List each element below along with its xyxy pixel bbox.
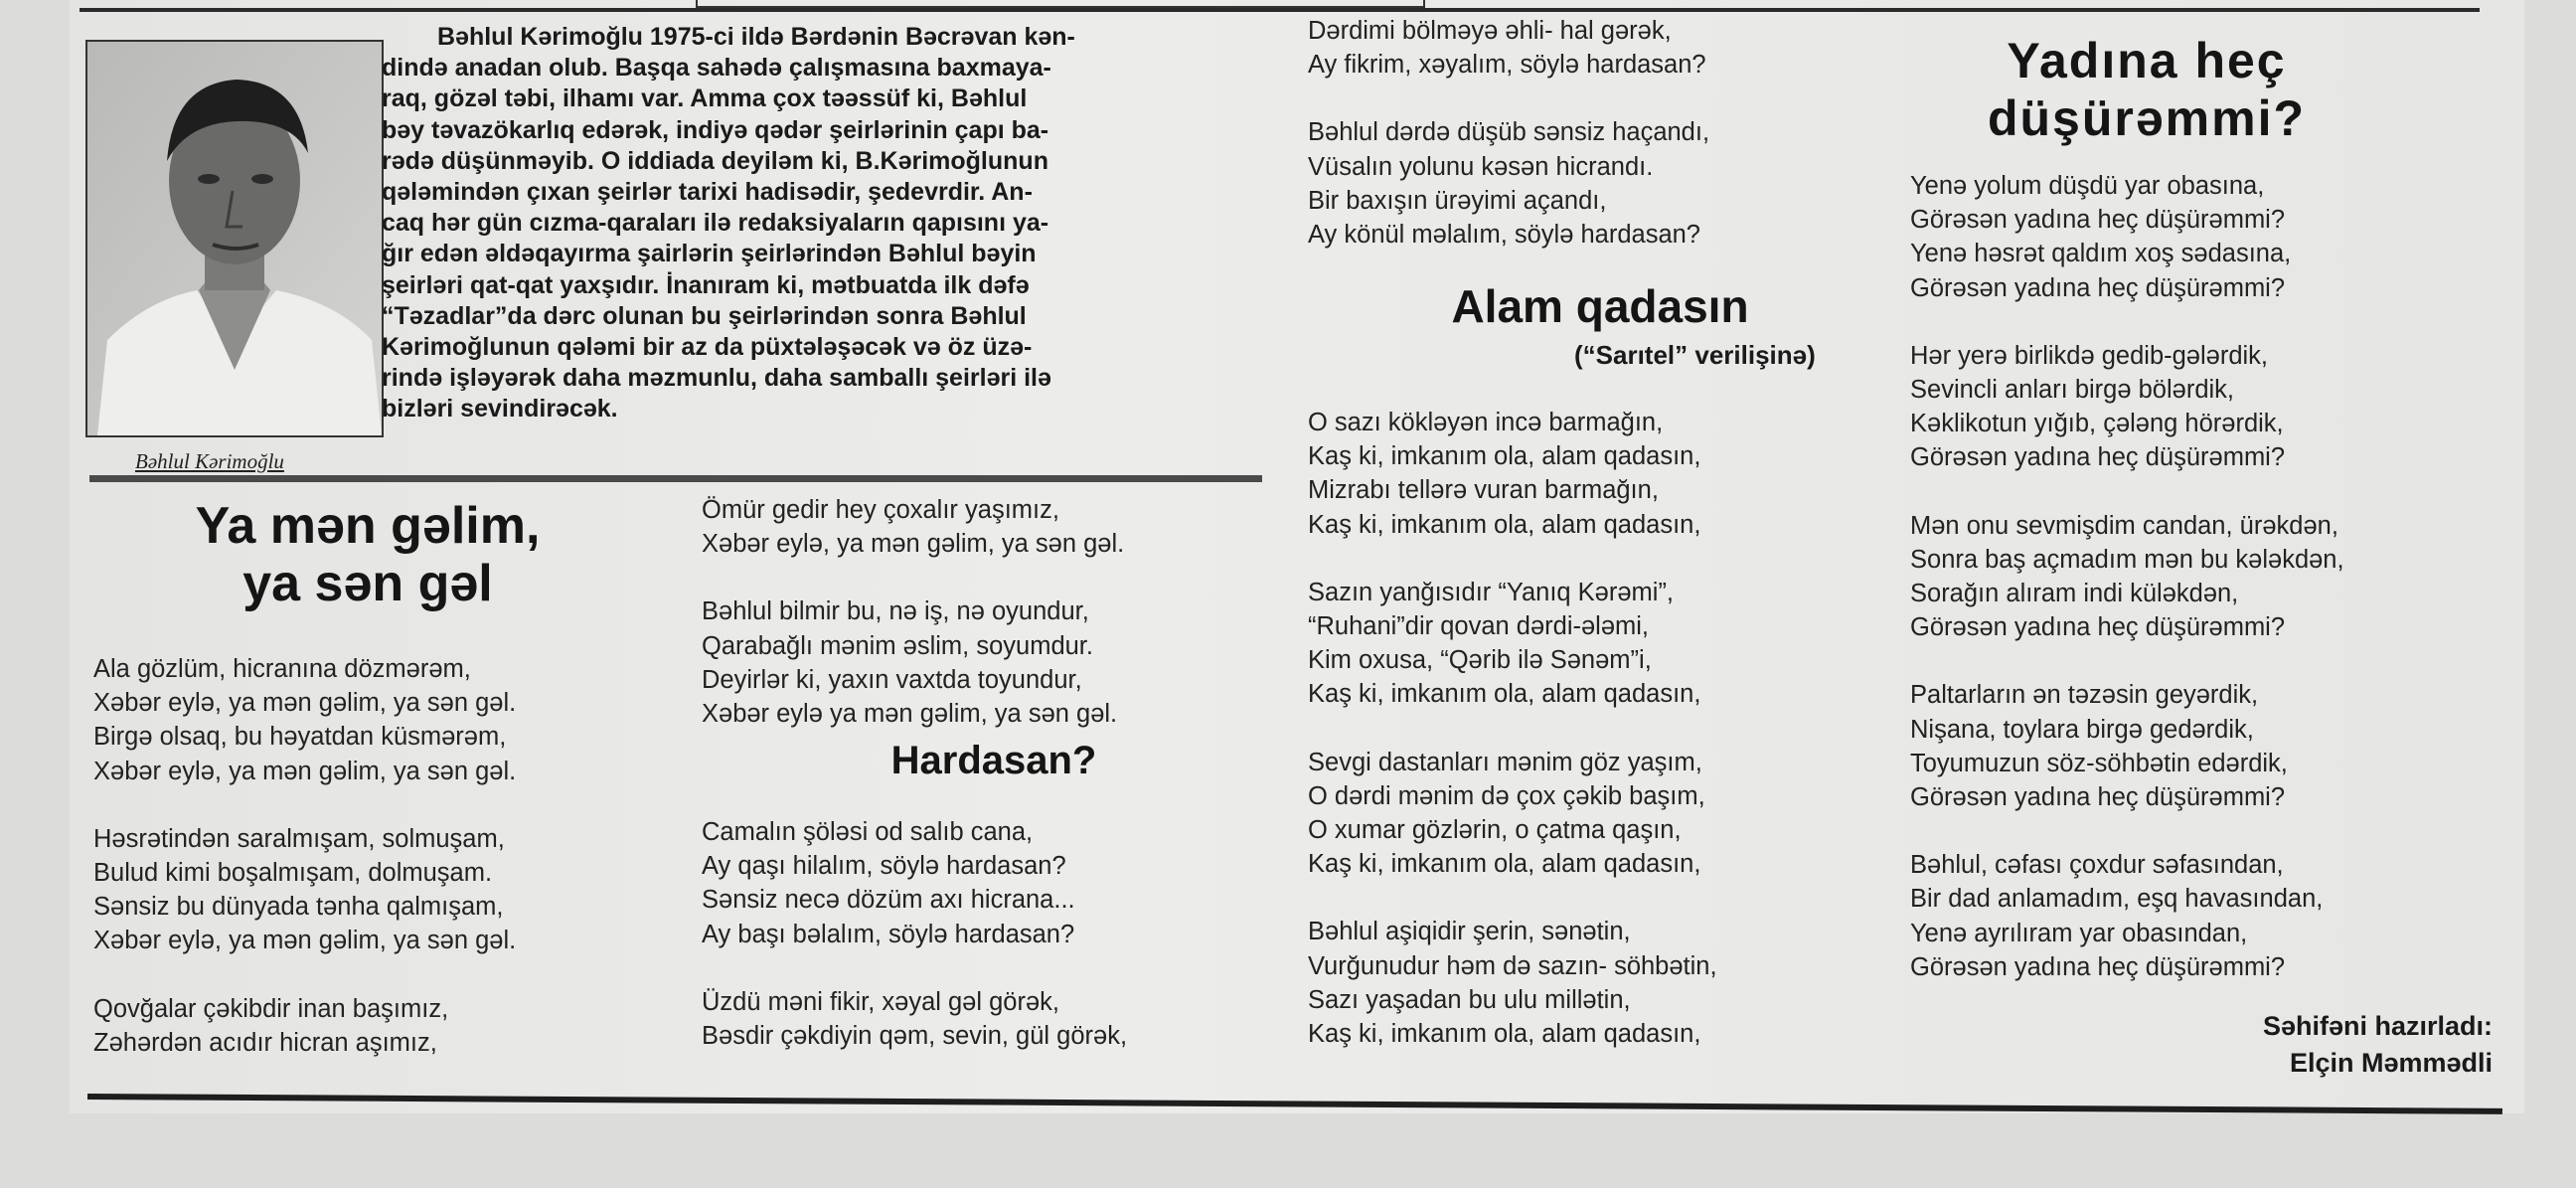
intro-line: şeirləri qat-qat yaxşıdır. İnanıram ki, mətbuatda ilk dəfə (382, 270, 1030, 299)
intro-line: Bəhlul Kərimoğlu 1975-ci ildə Bərdənin Bəcrəvan kən- (437, 23, 1075, 51)
verse-line: Ömür gedir hey çoxalır yaşımız, (702, 496, 1059, 524)
verse-line: Görəsən yadına heç düşürəmmi? (1910, 273, 2286, 302)
intro-line: caq hər gün cızma-qaraları ilə redaksiyaların qapısını ya- (382, 209, 1049, 238)
portrait-image (87, 42, 382, 435)
verse-line: Paltarların ən təzəsin geyərdik, (1910, 681, 2259, 710)
verse-line: Sənsiz bu dünyada tənha qalmışam, (93, 893, 504, 922)
stanza (702, 985, 1127, 1053)
poem-body-hardasan-continued (1308, 14, 1709, 285)
intro-line: dində anadan olub. Başqa sahədə çalışmasına baxmaya- (382, 54, 1051, 83)
verse-line: “Ruhani”dir qovan dərdi-ələmi, (1308, 612, 1649, 641)
verse-line: Kaş ki, imkanım ola, alam qadasın, (1308, 510, 1701, 539)
stanza (1308, 915, 1717, 1051)
section-divider (89, 475, 1262, 482)
verse-line: Vurğunudur həm də sazın- söhbətin, (1308, 951, 1717, 980)
poem-title-ya-men-gelim (89, 497, 646, 612)
intro-line: “Təzadlar”da dərc olunan bu şeirlərindən sonra Bəhlul (382, 301, 1027, 330)
stanza (1910, 678, 2344, 814)
stanza (1910, 339, 2344, 475)
intro-line: Kərimoğlunun qələmi bir az da püxtələşəcək və öz üzə- (382, 333, 1033, 362)
verse-line: Sənsiz necə dözüm axı hicrana... (702, 886, 1075, 915)
intro-line: rədə düşünməyib. O iddiada deyiləm ki, B.Kərimoğlunun (382, 146, 1048, 175)
verse-line: Toyumuzun söz-söhbətin edərdik, (1910, 749, 2288, 777)
verse-line: Sorağın alıram indi küləkdən, (1910, 580, 2239, 608)
verse-line: Bulud kimi boşalmışam, dolmuşam. (93, 859, 493, 888)
verse-line: Görəsən yadına heç düşürəmmi? (1910, 443, 2286, 472)
poem-body-ya-men-gelim (93, 652, 516, 1094)
poem-subtitle: (“Sarıtel” verilişinə) (1574, 340, 1816, 370)
verse-line: Kəklikotun yığıb, çələng hörərdik, (1910, 410, 2284, 438)
verse-line: Hər yerə birlikdə gedib-gələrdik, (1910, 341, 2269, 370)
verse-line: Mizrabı tellərə vuran barmağın, (1308, 476, 1659, 505)
verse-line: Sonra baş açmadım mən bu kələkdən, (1910, 545, 2344, 574)
verse-line: Görəsən yadına heç düşürəmmi? (1910, 206, 2286, 235)
verse-line: Birgə olsaq, bu həyatdan küsmərəm, (93, 723, 507, 752)
verse-line: O sazı kökləyən incə barmağın, (1308, 409, 1664, 436)
stanza (1308, 115, 1709, 252)
stanza (1308, 14, 1709, 82)
poem-body-ya-men-gelim-continued (702, 493, 1124, 764)
verse-line: Qarabağlı mənim əslim, soyumdur. (702, 631, 1093, 660)
stanza (1910, 169, 2344, 305)
author-photo (85, 40, 384, 437)
verse-line: Görəsən yadına heç düşürəmmi? (1910, 613, 2286, 642)
stanza (702, 815, 1127, 951)
stanza (1910, 509, 2344, 645)
verse-line: Kim oxusa, “Qərib ilə Sənəm”i, (1308, 646, 1652, 675)
verse-line: Görəsən yadına heç düşürəmmi? (1910, 952, 2286, 981)
verse-line: Sevgi dastanları mənim göz yaşım, (1308, 748, 1702, 776)
verse-line: Həsrətindən saralmışam, solmuşam, (93, 824, 505, 853)
intro-line: ğır edən əldəqayırma şairlərin şeirlərindən Bəhlul bəyin (382, 240, 1037, 268)
poem-title-yadina (1888, 32, 2405, 147)
verse-line: Bəhlul aşiqidir şerin, sənətin, (1308, 918, 1631, 946)
credits-author: Elçin Məmmədli (2289, 1048, 2493, 1078)
verse-line: Xəbər eylə, ya mən gəlim, ya sən gəl. (93, 927, 517, 955)
stanza (1308, 406, 1717, 542)
intro-line: qələmindən çıxan şeirlər tarixi hadisədir, şedevrdir. An- (382, 178, 1033, 207)
stanza (1308, 576, 1717, 712)
verse-line: Sazı yaşadan bu ulu millətin, (1308, 985, 1631, 1014)
verse-line: Yenə ayrılıram yar obasından, (1910, 919, 2248, 947)
stanza (93, 992, 516, 1060)
title-line: düşürəmmi? (1987, 90, 2307, 146)
verse-line: O dərdi mənim də çox çəkib başım, (1308, 781, 1705, 810)
verse-line: Xəbər eylə, ya mən gəlim, ya sən gəl. (702, 530, 1125, 559)
verse-line: Bir dad anlamadım, eşq havasından, (1910, 885, 2324, 914)
verse-line: Xəbər eylə, ya mən gəlim, ya sən gəl. (93, 757, 517, 785)
title-line: Ya mən gəlim, (195, 497, 541, 555)
top-rule (80, 8, 2480, 12)
verse-line: Deyirlər ki, yaxın vaxtda toyundur, (702, 665, 1082, 694)
stanza (1308, 746, 1717, 882)
verse-line: Sevincli anları birgə bölərdik, (1910, 376, 2234, 405)
page-credits (2137, 1008, 2493, 1082)
verse-line: Yenə həsrət qaldım xoş sədasına, (1910, 240, 2292, 268)
credits-label: Səhifəni hazırladı: (2262, 1011, 2493, 1041)
stanza (93, 822, 516, 958)
photo-caption: Bəhlul Kərimoğlu (135, 449, 284, 473)
verse-line: Zəhərdən acıdır hicran aşımız, (93, 1028, 437, 1057)
verse-line: Xəbər eylə ya mən gəlim, ya sən gəl. (702, 700, 1118, 729)
verse-line: Üzdü məni fikir, xəyal gəl görək, (702, 987, 1059, 1016)
poem-body-alam-qadasin (1308, 406, 1717, 1085)
verse-line: Ay fikrim, xəyalım, söylə hardasan? (1308, 51, 1706, 80)
verse-line: Bəhlul dərdə düşüb sənsiz haçandı, (1308, 118, 1710, 147)
verse-line: Bəhlul bilmir bu, nə iş, nə oyundur, (702, 597, 1089, 626)
poem-body-hardasan (702, 815, 1127, 1087)
verse-line: Qovğalar çəkibdir inan başımız, (93, 994, 449, 1023)
intro-line: bəy təvazökarlıq edərək, indiyə qədər şeirlərinin çapı ba- (382, 115, 1049, 144)
top-rule-fragment (696, 0, 1425, 8)
verse-line: Mən onu sevmişdim candan, ürəkdən, (1910, 511, 2338, 540)
verse-line: O xumar gözlərin, o çatma qaşın, (1308, 816, 1682, 845)
verse-line: Dərdimi bölməyə əhli- hal gərək, (1308, 17, 1672, 45)
verse-line: Ala gözlüm, hicranına dözmərəm, (93, 655, 471, 683)
verse-line: Camalın şöləsi od salıb cana, (702, 818, 1034, 846)
verse-line: Görəsən yadına heç düşürəmmi? (1910, 783, 2286, 812)
intro-paragraph (382, 22, 1266, 425)
poem-body-yadina (1910, 169, 2344, 1018)
stanza (93, 652, 516, 788)
verse-line: Nişana, toylara birgə gedərdik, (1910, 715, 2254, 744)
verse-line: Ay qaşı hilalım, söylə hardasan? (702, 852, 1066, 881)
verse-line: Kaş ki, imkanım ola, alam qadasın, (1308, 442, 1701, 471)
intro-line: rində işləyərək daha məzmunlu, daha samballı şeirləri ilə (382, 364, 1051, 393)
stanza (1910, 848, 2344, 984)
verse-line: Ay başı bəlalım, söylə hardasan? (702, 920, 1075, 948)
verse-line: Sazın yanğısıdır “Yanıq Kərəmi”, (1308, 578, 1675, 606)
verse-line: Kaş ki, imkanım ola, alam qadasın, (1308, 850, 1701, 879)
verse-line: Kaş ki, imkanım ola, alam qadasın, (1308, 680, 1701, 709)
verse-line: Vüsalın yolunu kəsən hicrandı. (1308, 152, 1654, 181)
verse-line: Bir baxışın ürəyimi açandı, (1308, 186, 1607, 215)
stanza (702, 493, 1124, 561)
title-line: Yadına heç (2007, 33, 2287, 88)
intro-line: bizləri sevindirəcək. (382, 395, 618, 424)
verse-line: Xəbər eylə, ya mən gəlim, ya sən gəl. (93, 689, 517, 718)
title-line: ya sən gəl (242, 555, 493, 612)
verse-line: Bəhlul, cəfası çoxdur səfasından, (1910, 851, 2284, 880)
poem-title-alam-qadasin: Alam qadasın (1451, 280, 1749, 332)
verse-line: Bəsdir çəkdiyin qəm, sevin, gül görək, (702, 1022, 1128, 1051)
intro-line: raq, gözəl təbi, ilhamı var. Amma çox təəssüf ki, Bəhlul (382, 85, 1028, 113)
verse-line: Ay könül məlalım, söylə hardasan? (1308, 221, 1700, 250)
verse-line: Kaş ki, imkanım ola, alam qadasın, (1308, 1020, 1701, 1049)
verse-line: Yenə yolum düşdü yar obasına, (1910, 172, 2265, 200)
stanza (702, 594, 1124, 731)
poem-title-hardasan: Hardasan? (890, 739, 1097, 782)
